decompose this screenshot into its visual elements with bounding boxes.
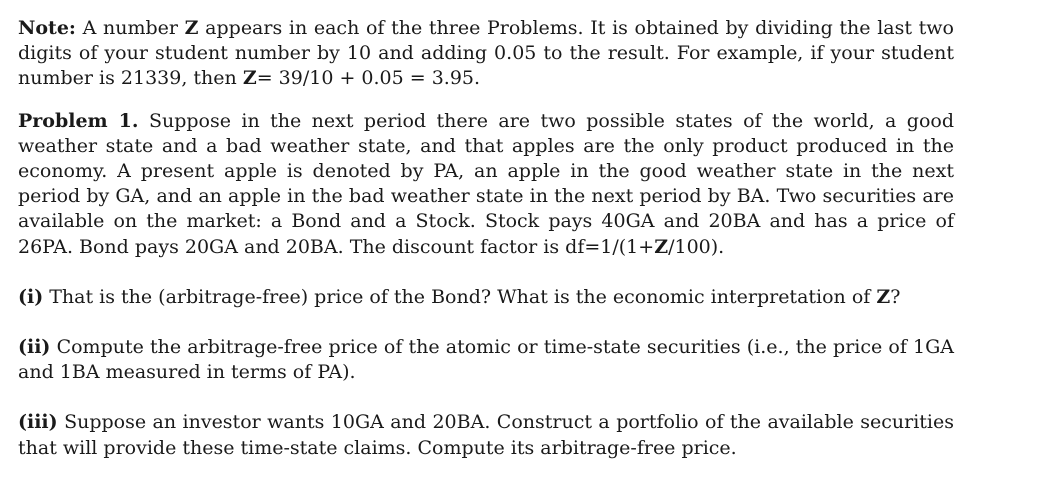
part-i-text-2: ? bbox=[890, 285, 901, 308]
part-i-label: (i) bbox=[18, 285, 44, 308]
part-i-text-1: That is the (arbitrage-free) price of the Bond? What is the economic interpretation of bbox=[43, 285, 877, 308]
note-text-1: A number bbox=[75, 17, 185, 39]
note-text-2: appears in each of the three Problems. It is obtained by dividing the last two digits of your student number by 10 and adding 0.05 to the result. For example, if your student number is 21339, then bbox=[18, 17, 954, 90]
note-z-symbol: Z bbox=[184, 17, 199, 39]
part-iii-text: Suppose an investor wants 10GA and 20BA. Construct a portfolio of the available securities that will provide these time-state claims. Compute its arbitrage-free price. bbox=[18, 411, 954, 459]
part-ii-text: Compute the arbitrage-free price of the atomic or time-state securities (i.e., the price of 1GA and 1BA measured in terms of PA). bbox=[18, 336, 954, 384]
part-ii-label: (ii) bbox=[18, 336, 51, 359]
problem-1-text-1: Suppose in the next period there are two possible states of the world, a good weather state and a bad weather state, and that apples are the only product produced in the economy. A present apple is denoted by PA, an apple in the good weather state in the next period by GA, and an apple in the bad weather state in the next period by BA. Two securities are available on the market: a Bond and a Stock. Stock pays 40GA and 20BA and has a price of 26PA. Bond pays 20GA and 20BA. The discount factor is df=1/(1+ bbox=[18, 109, 955, 258]
problem-1-paragraph bbox=[18, 109, 954, 260]
note-label: Note: bbox=[18, 17, 76, 39]
problem-1-z-symbol: Z bbox=[654, 235, 669, 258]
problem-1-label: Problem 1. bbox=[18, 109, 139, 132]
part-i-z-symbol: Z bbox=[876, 285, 891, 308]
note-z-symbol-2: Z bbox=[242, 67, 257, 90]
problem-1-text-2: /100). bbox=[668, 235, 725, 258]
note-text-3: = 39/10 + 0.05 = 3.95. bbox=[256, 67, 481, 90]
part-ii-paragraph bbox=[18, 335, 954, 385]
part-i-paragraph bbox=[18, 285, 954, 310]
note-paragraph bbox=[18, 16, 954, 92]
part-iii-label: (iii) bbox=[18, 411, 58, 434]
part-iii-paragraph bbox=[18, 410, 954, 460]
